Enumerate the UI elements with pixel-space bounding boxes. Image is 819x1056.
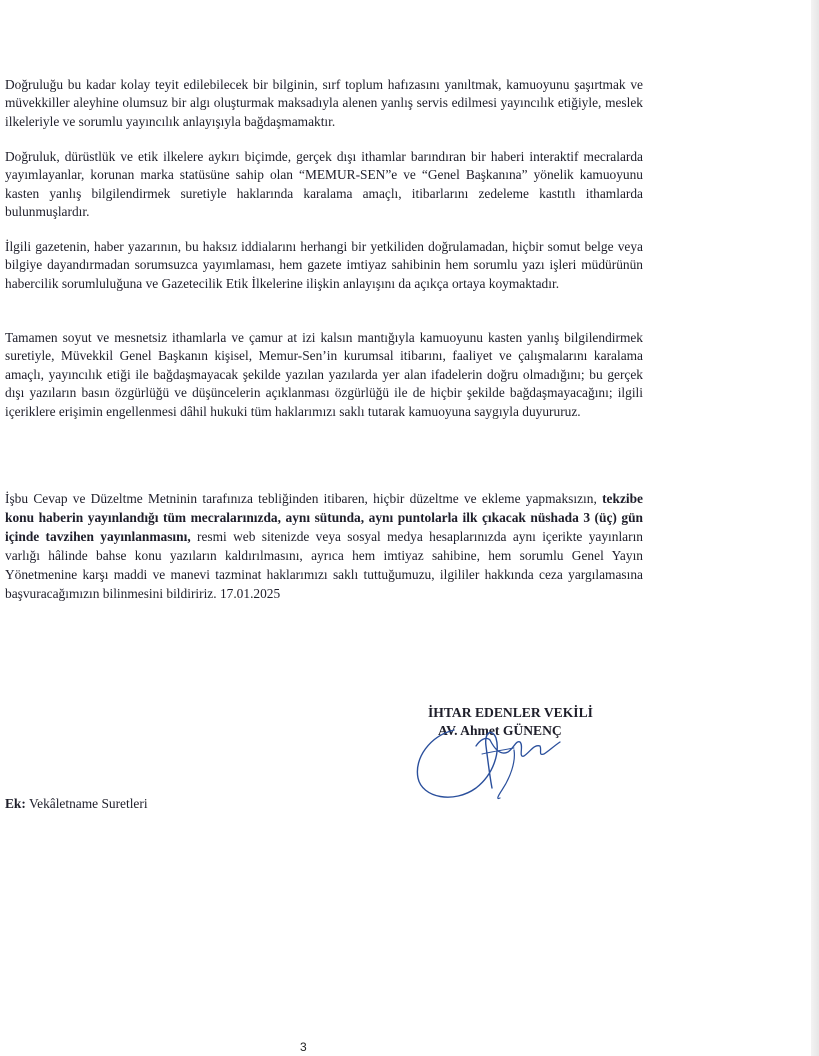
correction-bold-text: tekzibe konu haberin yayınlandığı tüm mecralarınızda, aynı sütunda, aynı puntolarla ilk çıkacak nüshada 3 (üç) gün içinde tavzihen yayınlanmasını, xyxy=(5,491,643,544)
correction-closing-text: resmi web sitenizde veya sosyal medya hesaplarınızda aynı içerikte yayınların varlığı hâlinde bahse konu yazıların kaldırılmasını, ayrıca hem imtiyaz sahibine, hem sorumlu Genel Yayın Yönetmenine karşı maddi ve manevi tazminat haklarımızı saklı tuttuğumuzu, ilgililer hakkında ceza yargılamasına başvuracağımızın bilinmesini bildiririz. 17.01.2025 xyxy=(5,529,643,601)
paragraph-correction-demand xyxy=(5,489,643,603)
attachments-label: Ek: xyxy=(5,796,26,811)
page-number: 3 xyxy=(300,1040,307,1054)
signature-name: AV. Ahmet GÜNENÇ xyxy=(438,723,562,738)
paragraph-accuracy: Doğruluğu bu kadar kolay teyit edilebilecek bir bilginin, sırf toplum hafızasını yanıltmak, kamuoyunu şaşırtmak ve müvekkiller aleyhine olumsuz bir algı oluşturmak maksadıyla alenen yanlış servis edilmesi yayıncılık etiğiyle, meslek ilkeleriyle ve sorumlu yayıncılık anlayışıyla bağdaşmamaktır. xyxy=(5,77,643,129)
correction-intro-text: İşbu Cevap ve Düzeltme Metninin tarafınıza tebliğinden itibaren, hiçbir düzeltme ve ekleme yapmaksızın, xyxy=(5,491,603,506)
attachments-line xyxy=(5,795,148,813)
signature-title: İHTAR EDENLER VEKİLİ xyxy=(428,705,593,720)
paragraph-newspaper-responsibility: İlgili gazetenin, haber yazarının, bu haksız iddialarını herhangi bir yetkiliden doğrulamadan, hiçbir somut belge veya bilgiye dayandırmadan sorumsuzca yayımlaması, hem gazete imtiyaz sahibinin hem sorumlu yazı işleri müdürünün habercilik sorumluluğuna ve Gazetecilik Etik İlkelerine ilişkin anlayışını da açıkça ortaya koymaktadır. xyxy=(5,239,643,291)
handwritten-signature xyxy=(410,722,570,812)
paragraph-allegations: Doğruluk, dürüstlük ve etik ilkelere aykırı biçimde, gerçek dışı ithamlar barındıran bir haberi interaktif mecralarda yayımlayanlar, korunan marka statüsüne sahip olan “MEMUR-SEN”e ve “Genel Başkanına” yönelik kamuoyunu kasten yanlış bilgilendirmek suretiyle haklarında karalama amaçlı, itibarlarını zedeleme kastıtlı ithamlarda bulunmuşlardır. xyxy=(5,149,643,220)
paragraph-public-announcement: Tamamen soyut ve mesnetsiz ithamlarla ve çamur at izi kalsın mantığıyla kamuoyunu kasten yanlış bilgilendirmek suretiyle, Müvekkil Genel Başkanın kişisel, Memur-Sen’in kurumsal itibarını, faaliyet ve çalışmalarını karalama amaçlı, yayıncılık etiği ile bağdaşmayacak şekilde yazılan yazılarda yer alan ifadelerin doğru olmadığını; bu gerçek dışı yazıların basın özgürlüğü ve düşüncelerin açıklanması özgürlüğü ile de hiçbir şekilde bağdaşmayacağını; ilgili içeriklere erişimin engellenmesi dâhil hukuki tüm haklarımızı saklı tutarak kamuoyuna saygıyla duyururuz. xyxy=(5,330,643,419)
attachments-text: Vekâletname Suretleri xyxy=(25,796,148,811)
page-edge-shadow xyxy=(811,0,819,1056)
